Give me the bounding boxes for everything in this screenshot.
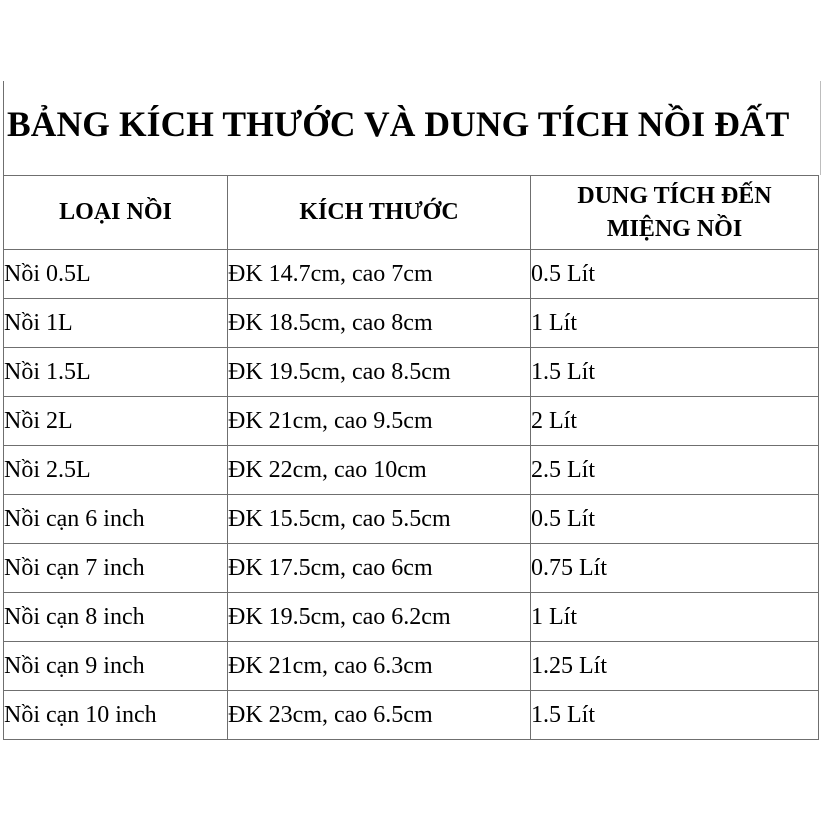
table-header-row	[4, 176, 819, 250]
capacity-cell: 1 Lít	[531, 593, 819, 642]
dimensions-cell: ĐK 23cm, cao 6.5cm	[228, 691, 531, 740]
table-row	[4, 250, 819, 299]
pot-type-cell: Nồi 0.5L	[4, 250, 228, 299]
dimensions-cell: ĐK 21cm, cao 6.3cm	[228, 642, 531, 691]
table-row	[4, 642, 819, 691]
dimensions-cell: ĐK 21cm, cao 9.5cm	[228, 397, 531, 446]
capacity-cell: 0.5 Lít	[531, 495, 819, 544]
dimensions-cell: ĐK 17.5cm, cao 6cm	[228, 544, 531, 593]
title-row	[3, 81, 821, 175]
pot-type-cell: Nồi 1.5L	[4, 348, 228, 397]
capacity-cell: 0.75 Lít	[531, 544, 819, 593]
dimensions-cell: ĐK 19.5cm, cao 6.2cm	[228, 593, 531, 642]
column-header-pot-type	[4, 176, 228, 250]
size-capacity-sheet	[3, 81, 821, 740]
column-header-dimensions-label: KÍCH THƯỚC	[299, 199, 459, 226]
size-capacity-table	[3, 175, 819, 740]
dimensions-cell: ĐK 14.7cm, cao 7cm	[228, 250, 531, 299]
table-row	[4, 544, 819, 593]
page-title: BẢNG KÍCH THƯỚC VÀ DUNG TÍCH NỒI ĐẤT	[7, 104, 790, 144]
table-row	[4, 299, 819, 348]
table-row	[4, 691, 819, 740]
dimensions-cell: ĐK 15.5cm, cao 5.5cm	[228, 495, 531, 544]
pot-type-cell: Nồi cạn 7 inch	[4, 544, 228, 593]
capacity-cell: 1 Lít	[531, 299, 819, 348]
capacity-cell: 2 Lít	[531, 397, 819, 446]
pot-type-cell: Nồi cạn 9 inch	[4, 642, 228, 691]
capacity-cell: 2.5 Lít	[531, 446, 819, 495]
dimensions-cell: ĐK 18.5cm, cao 8cm	[228, 299, 531, 348]
column-header-capacity-line2: MIỆNG NỒI	[606, 215, 743, 242]
table-row	[4, 446, 819, 495]
capacity-cell: 0.5 Lít	[531, 250, 819, 299]
column-header-dimensions	[228, 176, 531, 250]
dimensions-cell: ĐK 19.5cm, cao 8.5cm	[228, 348, 531, 397]
table-row	[4, 495, 819, 544]
capacity-cell: 1.25 Lít	[531, 642, 819, 691]
pot-type-cell: Nồi cạn 6 inch	[4, 495, 228, 544]
table-row	[4, 397, 819, 446]
pot-type-cell: Nồi 2L	[4, 397, 228, 446]
pot-type-cell: Nồi cạn 8 inch	[4, 593, 228, 642]
capacity-cell: 1.5 Lít	[531, 348, 819, 397]
pot-type-cell: Nồi 2.5L	[4, 446, 228, 495]
dimensions-cell: ĐK 22cm, cao 10cm	[228, 446, 531, 495]
pot-type-cell: Nồi 1L	[4, 299, 228, 348]
table-row	[4, 348, 819, 397]
pot-type-cell: Nồi cạn 10 inch	[4, 691, 228, 740]
column-header-capacity	[531, 176, 819, 250]
capacity-cell: 1.5 Lít	[531, 691, 819, 740]
table-row	[4, 593, 819, 642]
column-header-capacity-line1: DUNG TÍCH ĐẾN	[577, 183, 772, 210]
table-body	[4, 250, 819, 740]
column-header-pot-type-label: LOẠI NỒI	[59, 199, 172, 226]
